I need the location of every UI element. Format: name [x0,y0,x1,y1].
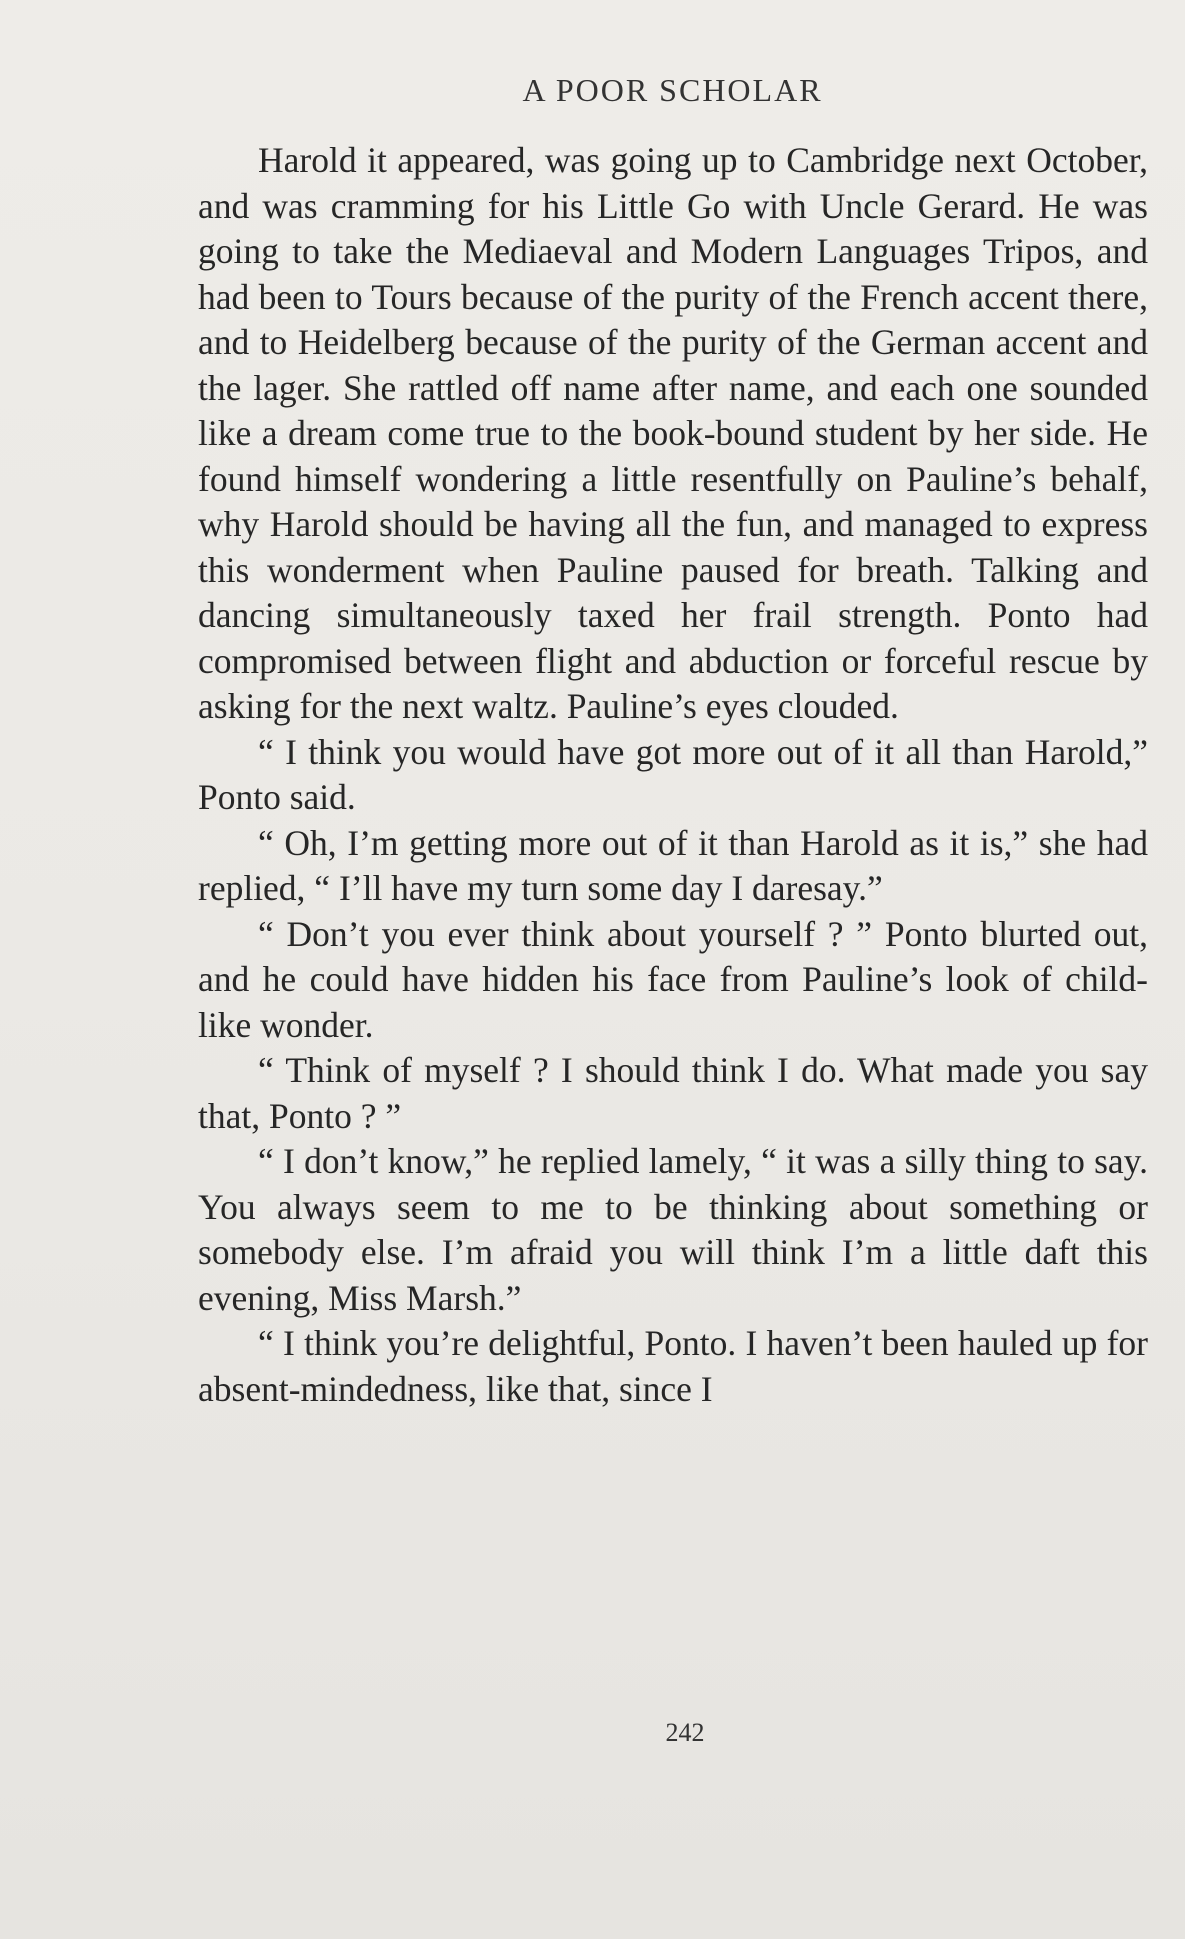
paragraph: “ Think of myself ? I should think I do. What made you say that, Ponto ? ” [198,1050,1148,1136]
body-text [198,138,1148,1412]
paragraph: “ I think you’re delightful, Ponto. I haven’t been hauled up for absent-mindedness, like that, since I [198,1323,1148,1409]
running-title: A POOR SCHOLAR [522,72,823,108]
paragraph: “ I think you would have got more out of it all than Harold,” Ponto said. [198,731,1148,817]
paragraph: “ Don’t you ever think about yourself ? ” Ponto blurted out, and he could have hidden his face from Pauline’s look of child-like wonder. [198,913,1148,1045]
paragraph: Harold it appeared, was going up to Cambridge next October, and was cramming for his Little Go with Uncle Gerard. He was going to take the Mediaeval and Modern Languages Tripos, and had been to Tours because of the purity of the French accent there, and to Heidelberg because of the purity of the German accent and the lager. She rattled off name after name, and each one sounded like a dream come true to the book-bound student by her side. He found himself wondering a little resentfully on Pauline’s behalf, why Harold should be having all the fun, and managed to express this wonderment when Pauline paused for breath. Talking and dancing simultaneously taxed her frail strength. Ponto had compromised between flight and abduction or forceful rescue by asking for the next waltz. Pauline’s eyes clouded. [198,140,1148,726]
paragraph: “ Oh, I’m getting more out of it than Harold as it is,” she had replied, “ I’ll have my turn some day I daresay.” [198,822,1148,908]
paragraph: “ I don’t know,” he replied lamely, “ it was a silly thing to say. You always seem to me to be thinking about something or somebody else. I’m afraid you will think I’m a little daft this evening, Miss Marsh.” [198,1141,1148,1318]
page-number: 242 [665,1718,705,1747]
